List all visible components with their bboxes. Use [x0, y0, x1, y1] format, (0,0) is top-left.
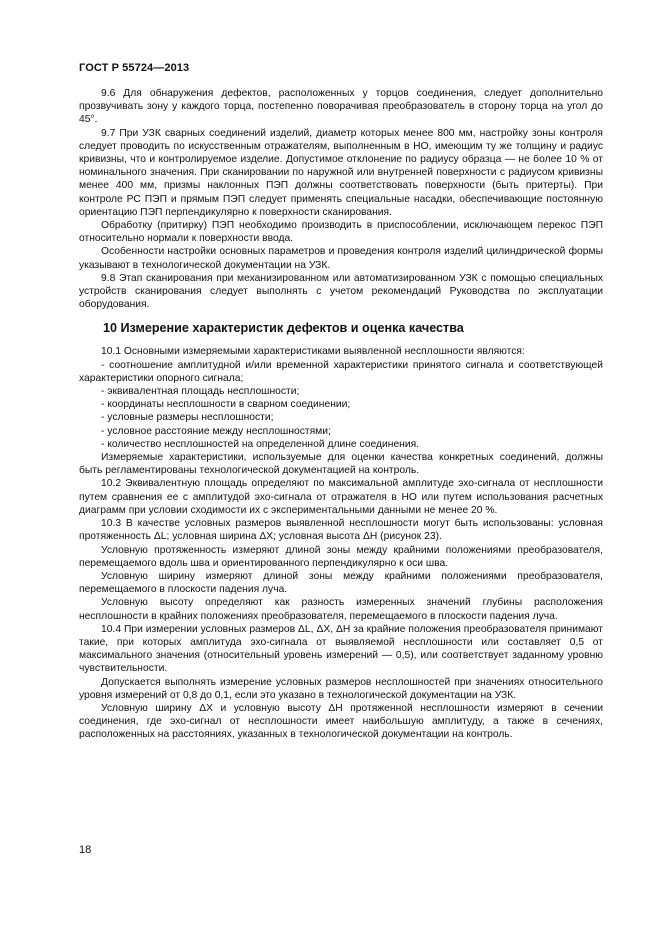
list-item: - соотношение амплитудной и/или временной характеристики принятого сигнала и соответствующей характеристики опорного сигнала; — [79, 359, 603, 384]
paragraph: Обработку (притирку) ПЭП необходимо производить в приспособлении, исключающем перекос ПЭП относительно нормали к поверхности ввода. — [79, 220, 603, 245]
paragraph-9-8: 9.8 Этап сканирования при механизированном или автоматизированном УЗК с помощью специальных устройств сканирования следует выполнять с учетом рекомендаций Руководства по эксплуатации оборудования. — [79, 272, 603, 311]
paragraph-10-4: 10.4 При измерении условных размеров ΔL, ΔX, ΔH за крайние положения преобразователя принимают такие, при которых амплитуда эхо-сигнала от выявляемой несплошности или составляет 0,5 от максимального значения (относительный уровень измерений — 0,5), или соответствует заданному уровню чувствительности. — [79, 623, 603, 675]
paragraph: Условную ширину измеряют длиной зоны между крайними положениями преобразователя, перемещаемого в плоскости падения луча. — [79, 570, 603, 596]
list-item: - условные размеры несплошности; — [101, 412, 274, 424]
paragraph: Измеряемые характеристики, используемые для оценки качества конкретных соединений, должны быть регламентированы технологической документацией на контроль. — [79, 452, 603, 477]
document-body — [79, 87, 603, 742]
paragraph: Условную высоту определяют как разность измеренных значений глубины расположения несплошности в крайних положениях преобразователя, перемещаемого в плоскости падения луча. — [79, 597, 603, 622]
paragraph: Условную ширину ΔX и условную высоту ΔH протяженной несплошности измеряют в сечении соединения, где эхо-сигнал от несплошности имеет наибольшую амплитуду, а также в сечениях, расположенных на расстояниях, указанных в технологической документации на контроль. — [79, 702, 603, 741]
paragraph-10-1: 10.1 Основными измеряемыми характеристиками выявленной несплошности являются: — [101, 346, 525, 358]
paragraph: Условную протяженность измеряют длиной зоны между крайними положениями преобразователя, перемещаемого вдоль шва и ориентированного перпендикулярно к оси шва. — [79, 544, 603, 569]
paragraph-10-2: 10.2 Эквивалентную площадь определяют по максимальной амплитуде эхо-сигнала от несплошности путем сравнения ее с амплитудой эхо-сигнала от отражателя в НО или путем использования расчетных диаграмм при условии сходимости их с экспериментальными данными не менее 20 %. — [79, 478, 603, 516]
list-item: - координаты несплошности в сварном соединении; — [101, 399, 351, 411]
list-item: - количество несплошностей на определенной длине соединения. — [101, 438, 420, 450]
paragraph-9-7: 9.7 При УЗК сварных соединений изделий, диаметр которых менее 800 мм, настройку зоны контроля следует проводить по искусственным отражателям, выполненным в НО, имеющим ту же толщину и радиус кривизны, что и контролируемое изделие. Допустимое отклонение по радиусу образца — не более 10 % от номинального значения. При сканировании по наружной или внутренней поверхности с радиусом кривизны менее 400 мм, призмы наклонных ПЭП должны соответствовать поверхности (быть притерты). При контроле РС ПЭП и прямым ПЭП следует применять специальные насадки, обеспечивающие постоянную ориентацию ПЭП перпендикулярно к поверхности сканирования. — [79, 127, 603, 218]
paragraph-9-6: 9.6 Для обнаружения дефектов, расположенных у торцов соединения, следует дополнительно прозвучивать зону у каждого торца, постепенно поворачивая преобразователь в сторону торца на угол до 45°. — [79, 88, 603, 126]
list-item: - условное расстояние между несплошностями; — [101, 425, 331, 437]
list-item: - эквивалентная площадь несплошности; — [101, 386, 300, 398]
paragraph: Особенности настройки основных параметров и проведения контроля изделий цилиндрической формы указывают в технологической документации на УЗК. — [79, 246, 603, 271]
paragraph-10-3: 10.3 В качестве условных размеров выявленной несплошности могут быть использованы: условная протяженность ΔL; условная ширина ΔX; условная высота ΔH (рисунок 23). — [79, 518, 603, 543]
document-header: ГОСТ Р 55724—2013 — [79, 62, 190, 74]
page-number: 18 — [79, 844, 92, 856]
paragraph: Допускается выполнять измерение условных размеров несплошностей при значениях относительного уровня измерений от 0,8 до 0,1, если это указано в технологической документации на УЗК. — [79, 676, 603, 701]
section-title: 10 Измерение характеристик дефектов и оценка качества — [103, 321, 464, 336]
